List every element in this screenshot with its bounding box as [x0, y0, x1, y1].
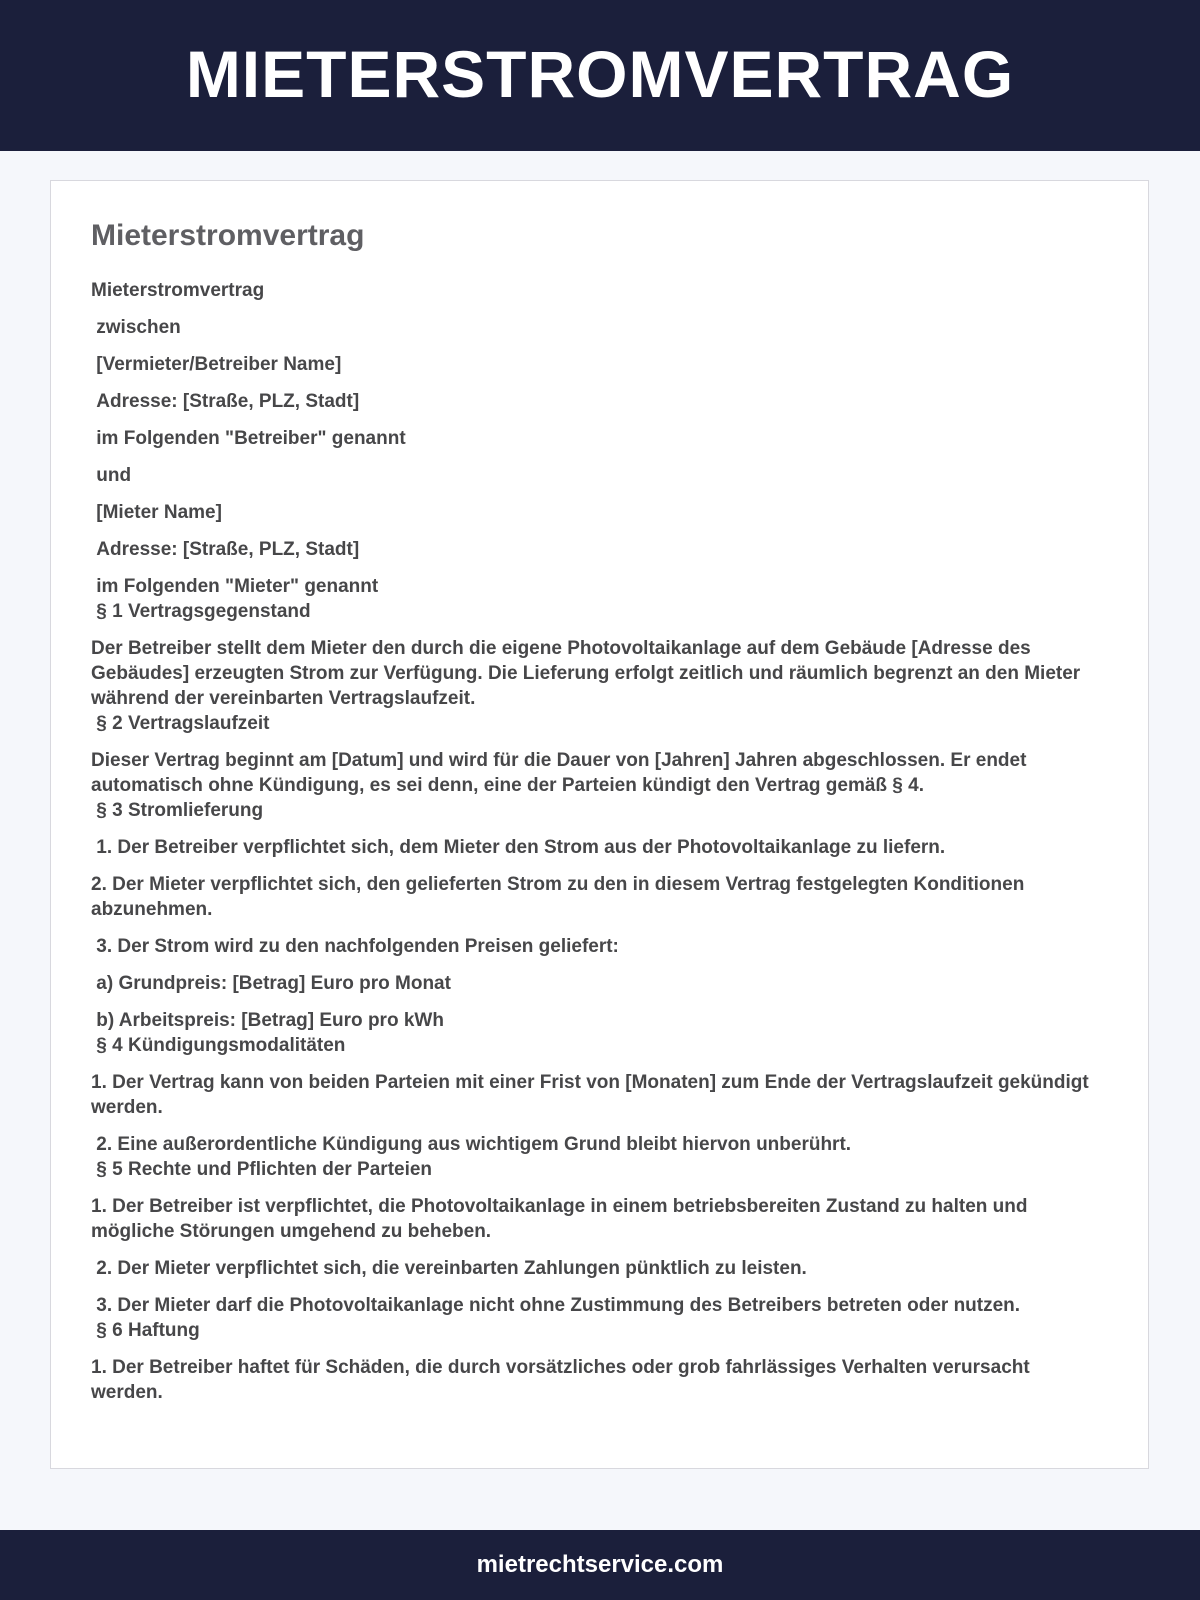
- doc-line: zwischen: [91, 317, 181, 338]
- document-title: Mieterstromvertrag: [91, 219, 365, 252]
- doc-paragraph: Der Betreiber stellt dem Mieter den durch die eigene Photovoltaikanlage auf dem Gebäude [Adresse des Gebäudes] erzeugten Strom zur Verfügung. Die Lieferung erfolgt zeitlich und räumlich begrenzt an den Mieter während der vereinbarten Vertragslaufzeit.: [91, 638, 1086, 709]
- document-card: [50, 180, 1149, 1469]
- section-heading: § 5 Rechte und Pflichten der Parteien: [91, 1159, 433, 1180]
- doc-line: Mieterstromvertrag: [91, 280, 265, 301]
- section-heading: § 2 Vertragslaufzeit: [91, 713, 270, 734]
- doc-paragraph: 1. Der Betreiber verpflichtet sich, dem Mieter den Strom aus der Photovoltaikanlage zu liefern.: [91, 837, 946, 858]
- doc-line: im Folgenden "Mieter" genannt: [91, 576, 379, 597]
- doc-paragraph: 2. Der Mieter verpflichtet sich, die vereinbarten Zahlungen pünktlich zu leisten.: [91, 1258, 807, 1279]
- footer-site-link[interactable]: mietrechtservice.com: [476, 1551, 724, 1578]
- doc-paragraph: b) Arbeitspreis: [Betrag] Euro pro kWh: [91, 1010, 444, 1031]
- section-heading: § 3 Stromlieferung: [91, 800, 264, 821]
- doc-paragraph: 2. Der Mieter verpflichtet sich, den gelieferten Strom zu den in diesem Vertrag festgelegten Konditionen abzunehmen.: [91, 874, 1030, 920]
- footer-bar: [0, 1530, 1200, 1600]
- doc-paragraph: 2. Eine außerordentliche Kündigung aus wichtigem Grund bleibt hiervon unberührt.: [91, 1134, 852, 1155]
- section-heading: § 6 Haftung: [91, 1320, 200, 1341]
- section-heading: § 1 Vertragsgegenstand: [91, 601, 311, 622]
- doc-paragraph: 3. Der Mieter darf die Photovoltaikanlage nicht ohne Zustimmung des Betreibers betreten oder nutzen.: [91, 1295, 1021, 1316]
- doc-paragraph: 1. Der Vertrag kann von beiden Parteien mit einer Frist von [Monaten] zum Ende der Vertragslaufzeit gekündigt werden.: [91, 1072, 1094, 1118]
- doc-paragraph: 1. Der Betreiber ist verpflichtet, die Photovoltaikanlage in einem betriebsbereiten Zustand zu halten und mögliche Störungen umgehend zu beheben.: [91, 1196, 1033, 1242]
- document-body: [91, 278, 1101, 1417]
- doc-line: und: [91, 465, 132, 486]
- doc-paragraph: 3. Der Strom wird zu den nachfolgenden Preisen geliefert:: [91, 936, 619, 957]
- doc-paragraph: a) Grundpreis: [Betrag] Euro pro Monat: [91, 973, 451, 994]
- doc-line: im Folgenden "Betreiber" genannt: [91, 428, 406, 449]
- doc-line: Adresse: [Straße, PLZ, Stadt]: [91, 391, 360, 412]
- doc-line: [Mieter Name]: [91, 502, 222, 523]
- doc-paragraph: Dieser Vertrag beginnt am [Datum] und wird für die Dauer von [Jahren] Jahren abgeschlossen. Er endet automatisch ohne Kündigung, es sei denn, eine der Parteien kündigt den Vertrag gemäß § 4.: [91, 750, 1032, 796]
- doc-line: [Vermieter/Betreiber Name]: [91, 354, 342, 375]
- header-banner: [0, 0, 1200, 151]
- banner-title: MIETERSTROMVERTRAG: [185, 36, 1015, 111]
- doc-paragraph: 1. Der Betreiber haftet für Schäden, die durch vorsätzliches oder grob fahrlässiges Verhalten verursacht werden.: [91, 1357, 1035, 1403]
- section-heading: § 4 Kündigungsmodalitäten: [91, 1035, 346, 1056]
- doc-line: Adresse: [Straße, PLZ, Stadt]: [91, 539, 360, 560]
